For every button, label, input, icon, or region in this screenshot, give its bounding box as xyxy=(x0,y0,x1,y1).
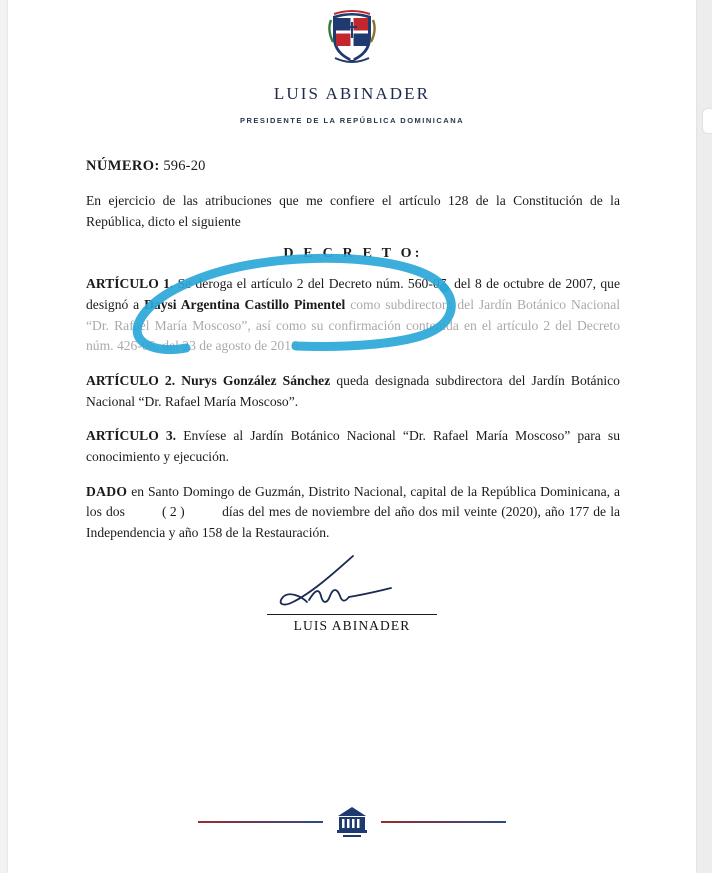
decree-number-line xyxy=(86,158,620,175)
decreto-heading: D E C R E T O: xyxy=(283,246,423,262)
handwritten-signature-icon xyxy=(257,552,447,616)
article-1-paragraph xyxy=(86,274,620,357)
coat-of-arms-header xyxy=(8,8,696,66)
footer-rule-right xyxy=(381,821,506,822)
scroll-nub xyxy=(702,108,712,134)
dado-tail: del año dos mil veinte (2020), año 177 de la Independencia y año 158 de la Restauración. xyxy=(86,504,620,540)
signature-block xyxy=(8,552,696,634)
article-3-paragraph xyxy=(86,426,620,467)
page-footer xyxy=(8,805,696,839)
dado-line1: en Santo Domingo de Guzmán, Distrito Nacional, capital de la República Dominicana, a los xyxy=(86,483,620,520)
page-right-margin xyxy=(696,0,712,873)
decree-document-page xyxy=(8,0,696,873)
dominican-republic-coat-of-arms-icon xyxy=(325,8,379,66)
article-1-person-name: Daysi Argentina Castillo Pimentel xyxy=(144,296,346,312)
signer-name: LUIS ABINADER xyxy=(293,618,411,633)
dado-day-number: ( 2 ) xyxy=(162,504,185,520)
decree-body xyxy=(86,158,620,558)
decree-number-label: NÚMERO: xyxy=(86,158,160,174)
dado-day-word: dos xyxy=(106,504,125,520)
footer-rule-left xyxy=(198,821,323,822)
article-3-label: ARTÍCULO 3. xyxy=(86,428,177,444)
article-2-paragraph xyxy=(86,371,620,412)
article-1-text-part1: Se deroga el artículo 2 del Decreto núm. 560-07, del 8 de octubre de 2007, que designó a xyxy=(86,276,620,312)
signature-rule xyxy=(267,614,437,615)
decree-number-value: 596-20 xyxy=(163,158,206,174)
dado-month: noviembre xyxy=(311,504,370,520)
president-title: PRESIDENTE DE LA REPÚBLICA DOMINICANA xyxy=(239,116,465,125)
article-1-text-part2: como subdirectora del Jardín Botánico Nacional “Dr. Rafael María Moscoso”, así como su confirmación contenida en el artículo 2 del Decreto núm. 426-06, del 23 de agosto de 2016. xyxy=(86,296,621,354)
article-3-text: Envíese al Jardín Botánico Nacional “Dr. Rafael María Moscoso” para su conocimiento y ejecución. xyxy=(86,428,620,464)
article-2-person-name: Nurys González Sánchez xyxy=(181,372,331,388)
dado-paragraph xyxy=(86,482,620,544)
dado-mid: días del mes de xyxy=(218,504,312,520)
article-2-label: ARTÍCULO 2. xyxy=(86,372,176,388)
article-1-label: ARTÍCULO 1. xyxy=(86,276,174,292)
government-building-emblem-icon xyxy=(333,805,371,839)
dado-label: DADO xyxy=(86,483,128,499)
article-2-text: queda designada subdirectora del Jardín Botánico Nacional “Dr. Rafael María Moscoso”. xyxy=(86,372,620,409)
president-name: LUIS ABINADER xyxy=(273,84,431,103)
preamble-paragraph: En ejercicio de las atribuciones que me confiere el artículo 128 de la Constitución de la República, dicto el siguiente xyxy=(86,193,620,229)
